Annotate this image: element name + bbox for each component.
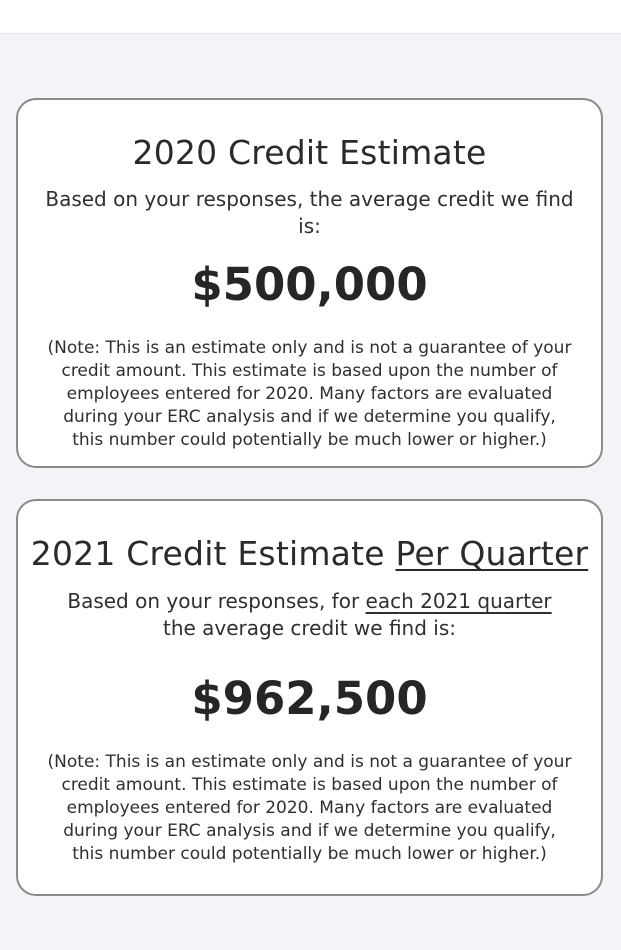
card-title-text: 2021 Credit Estimate: [30, 534, 396, 573]
card-subtitle: Based on your responses, the average credit we find is:: [45, 187, 574, 238]
subtitle-suffix: the average credit we find is:: [162, 616, 456, 640]
subtitle-prefix: Based on your responses, for: [67, 589, 366, 613]
estimate-note: (Note: This is an estimate only and is not a guarantee of your credit amount. This estimate is based upon the number of employees entered for 2020. Many factors are evaluated during your ERC analysis and if we determine you qualify, this number could potentially be much lower or higher.): [47, 752, 572, 864]
card-title: [18, 533, 601, 575]
credit-amount: $962,500: [191, 672, 428, 725]
credit-estimate-2020-card: [16, 98, 603, 468]
credit-amount: $500,000: [191, 258, 428, 311]
card-title-underlined: Per Quarter: [395, 534, 589, 573]
top-bar: [0, 0, 621, 34]
estimate-note: (Note: This is an estimate only and is not a guarantee of your credit amount. This estimate is based upon the number of employees entered for 2020. Many factors are evaluated during your ERC analysis and if we determine you qualify, this number could potentially be much lower or higher.): [47, 338, 572, 450]
card-subtitle: [18, 588, 601, 642]
card-title: 2020 Credit Estimate: [132, 133, 487, 172]
credit-estimate-2021-card: [16, 499, 603, 896]
subtitle-underlined: each 2021 quarter: [365, 589, 552, 613]
